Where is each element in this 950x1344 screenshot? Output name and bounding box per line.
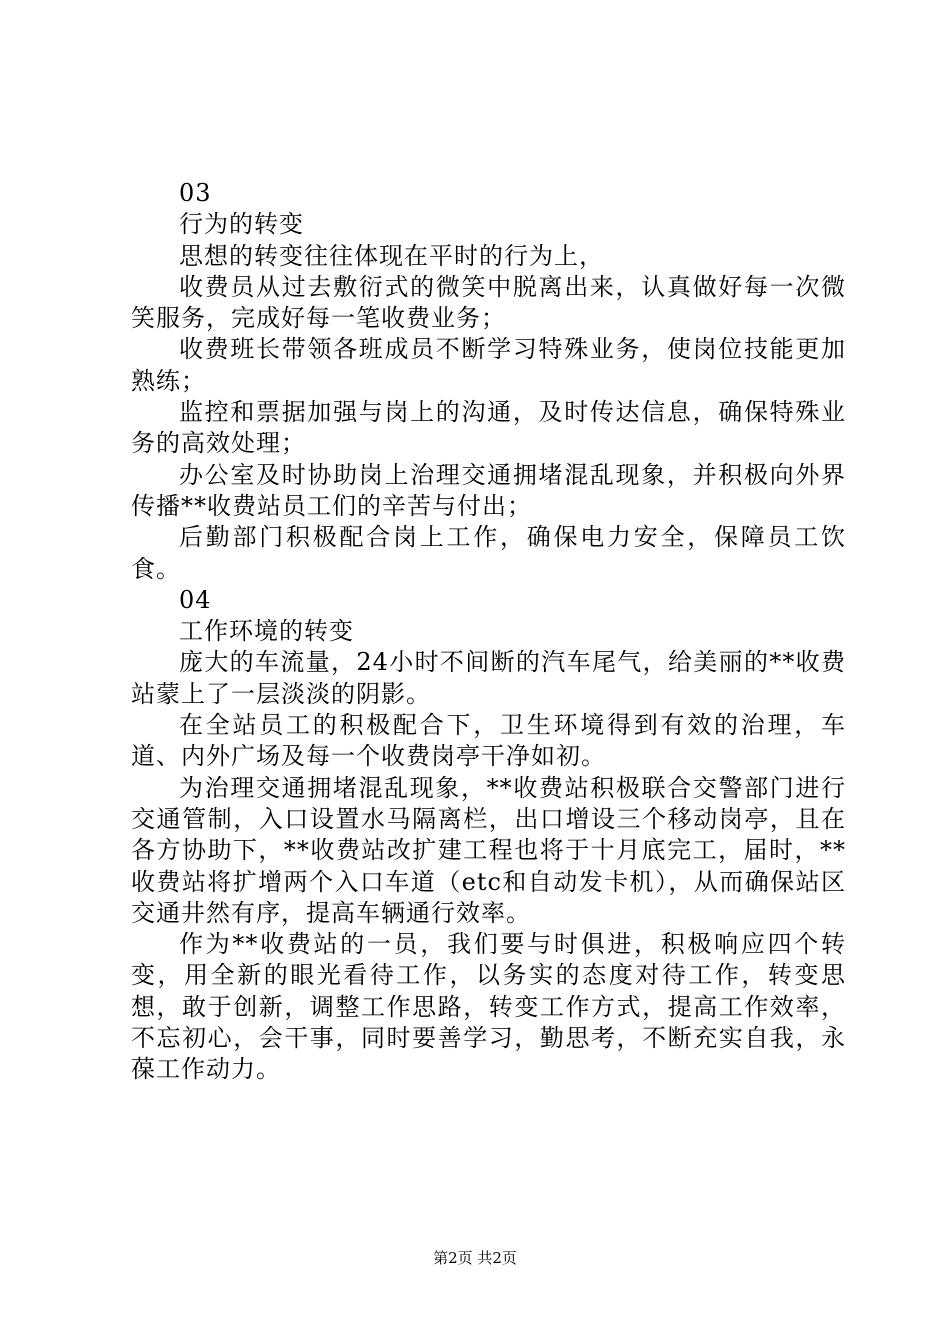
document-body bbox=[131, 178, 846, 1086]
section-4-title: 工作环境的转变 bbox=[179, 617, 354, 646]
section-3-paragraph: 后勤部门积极配合岗上工作，确保电力安全，保障员工饮食。 bbox=[131, 523, 846, 583]
page-number-label: 第2页 共2页 bbox=[433, 1249, 517, 1267]
section-3-paragraph: 办公室及时协助岗上治理交通拥堵混乱现象，并积极向外界传播**收费站员工们的辛苦与付出； bbox=[131, 460, 846, 520]
section-4-paragraph: 在全站员工的积极配合下，卫生环境得到有效的治理，车道、内外广场及每一个收费岗亭干净如初。 bbox=[131, 711, 846, 771]
section-3-paragraph: 收费班长带领各班成员不断学习特殊业务，使岗位技能更加熟练； bbox=[131, 335, 846, 395]
section-3-number: 03 bbox=[179, 179, 212, 207]
section-3-paragraph: 监控和票据加强与岗上的沟通，及时传达信息，确保特殊业务的高效处理； bbox=[131, 398, 846, 458]
section-4-number: 04 bbox=[179, 585, 212, 614]
section-4-paragraph: 为治理交通拥堵混乱现象，**收费站积极联合交警部门进行交通管制，入口设置水马隔离栏，出口增设三个移动岗亭，且在各方协助下，**收费站改扩建工程也将于十月底完工，届时，**收费站将扩增两个入口车道（etc和自动发卡机），从而确保站区交通井然有序，提高车辆通行效率。 bbox=[131, 773, 846, 927]
page-footer bbox=[0, 1248, 950, 1268]
section-4-paragraph: 庞大的车流量，24小时不间断的汽车尾气，给美丽的**收费站蒙上了一层淡淡的阴影。 bbox=[131, 648, 846, 708]
section-4-paragraph: 作为**收费站的一员，我们要与时俱进，积极响应四个转变，用全新的眼光看待工作，以务实的态度对待工作，转变思想，敢于创新，调整工作思路，转变工作方式，提高工作效率，不忘初心，会干事，同时要善学习，勤思考，不断充实自我，永葆工作动力。 bbox=[131, 930, 846, 1084]
section-3-title: 行为的转变 bbox=[179, 210, 304, 239]
section-3-paragraph: 思想的转变往往体现在平时的行为上， bbox=[179, 241, 604, 270]
section-3-paragraph: 收费员从过去敷衍式的微笑中脱离出来，认真做好每一次微笑服务，完成好每一笔收费业务； bbox=[131, 272, 846, 333]
